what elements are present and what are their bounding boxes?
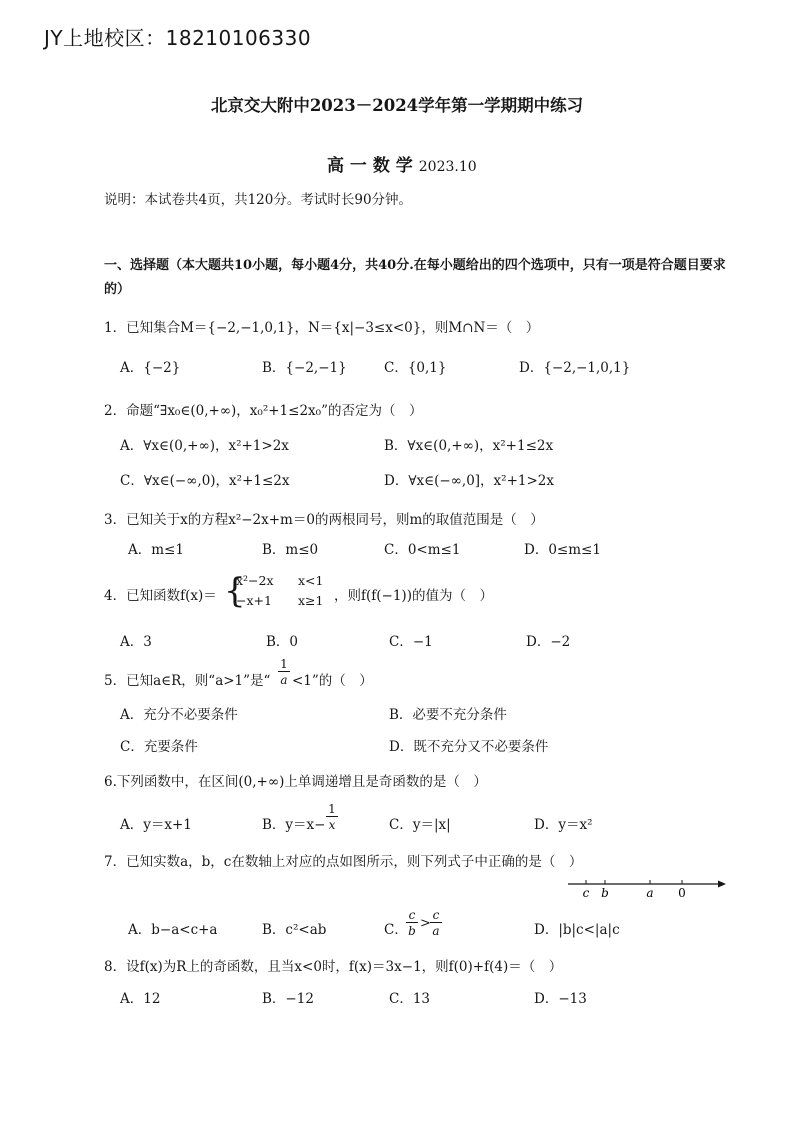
number-line-figure (568, 872, 728, 900)
number-line-arrow (718, 881, 726, 888)
question-1-stem: 1．已知集合M＝{−2,−1,0,1}，N＝{x|−3≤x<0}，则M∩N＝（ ） (104, 320, 540, 336)
question-7-option-c-left-denominator: b (408, 924, 416, 938)
question-7-stem: 7．已知实数a，b，c在数轴上对应的点如图所示，则下列式子中正确的是（ ） (104, 854, 583, 870)
piece-bottom-expression: −x+1 (236, 593, 272, 608)
question-6-option-a: A．y＝x+1 (120, 817, 192, 833)
piecewise-brace: { (224, 571, 246, 611)
question-8-option-d: D．−13 (534, 991, 587, 1007)
question-6-stem: 6.下列函数中，在区间(0,+∞)上单调递增且是奇函数的是（ ） (104, 774, 487, 790)
question-1-option-a: A．{−2} (120, 360, 181, 376)
number-line-label-zero: 0 (678, 886, 686, 900)
exam-note: 说明：本试卷共4页，共120分。考试时长90分钟。 (104, 192, 413, 208)
question-7-option-c-left-numerator: c (406, 908, 418, 923)
question-8-option-b: B．−12 (262, 991, 314, 1007)
exam-subtitle (327, 151, 477, 176)
question-2-option-c: C．∀x∈(−∞,0)，x²+1≤2x (120, 473, 290, 489)
exam-date: 2023.10 (418, 159, 477, 175)
number-line-label-a: a (646, 886, 654, 900)
question-6-option-b-fraction-numerator: 1 (326, 802, 338, 817)
question-1-option-b: B．{−2,−1} (262, 360, 347, 376)
question-4-stem-suffix: ，则f(f(−1))的值为（ ） (334, 588, 493, 604)
piece-top-condition: x<1 (298, 573, 324, 588)
question-3-option-c: C．0<m≤1 (384, 542, 461, 558)
question-5-option-c: C．充要条件 (120, 739, 198, 755)
question-8-option-a: A．12 (120, 991, 161, 1007)
question-6-option-c: C．y＝|x| (389, 817, 451, 833)
question-5-option-d: D．既不充分又不必要条件 (389, 739, 549, 755)
question-8-stem: 8．设f(x)为R上的奇函数，且当x<0时，f(x)＝3x−1，则f(0)+f(4)＝（ ） (104, 959, 563, 975)
question-7-option-d: D．|b|c<|a|c (534, 922, 620, 938)
exam-title: 北京交大附中2023－2024学年第一学期期中练习 (210, 96, 584, 115)
number-line-label-b: b (601, 886, 609, 900)
question-4-stem-prefix: 4．已知函数f(x)＝ (104, 588, 217, 604)
section-heading: 一、选择题（本大题共10小题，每小题4分，共40分.在每小题给出的四个选项中，只有一项是符合题目要求的） (104, 258, 726, 297)
question-2-option-d: D．∀x∈(−∞,0]，x²+1>2x (384, 473, 554, 489)
question-3-stem: 3．已知关于x的方程x²−2x+m＝0的两根同号，则m的取值范围是（ ） (104, 512, 544, 528)
question-5-stem-prefix: 5．已知a∈R，则“a>1”是“ (104, 673, 271, 689)
question-7-option-c-relation: > (420, 916, 431, 931)
question-5-option-a: A．充分不必要条件 (120, 707, 238, 723)
question-7-option-c-right-numerator: c (430, 908, 442, 923)
question-2-option-a: A．∀x∈(0,+∞)，x²+1>2x (120, 438, 289, 454)
number-line-label-c: c (582, 886, 590, 900)
question-3-option-b: B．m≤0 (262, 542, 319, 558)
question-6-option-d: D．y＝x² (534, 817, 593, 833)
question-7-option-b: B．c²<ab (262, 922, 327, 938)
question-4-option-c: C．−1 (389, 634, 433, 650)
question-4-option-a: A．3 (120, 634, 152, 650)
question-5-fraction-numerator: 1 (278, 657, 290, 672)
question-6-option-b: B．y＝x− (262, 817, 326, 833)
question-5-stem-suffix: <1”的（ ） (292, 673, 373, 689)
question-5-option-b: B．必要不充分条件 (389, 707, 507, 723)
question-3-option-a: A．m≤1 (128, 542, 184, 558)
question-1-option-d: D．{−2,−1,0,1} (519, 360, 631, 376)
question-6-option-b-fraction-denominator: x (328, 818, 336, 832)
question-7-option-c-right-denominator: a (432, 924, 440, 938)
question-8-option-c: C．13 (389, 991, 431, 1007)
question-4-option-b: B．0 (266, 634, 299, 650)
question-3-option-d: D．0≤m≤1 (524, 542, 601, 558)
question-5-fraction-denominator: a (280, 673, 288, 687)
question-7-option-c: C． (384, 922, 408, 938)
school-contact-header: JY上地校区：18210106330 (44, 26, 312, 50)
piece-top-expression: x²−2x (236, 573, 274, 588)
question-1-option-c: C．{0,1} (384, 360, 447, 376)
question-2-option-b: B．∀x∈(0,+∞)，x²+1≤2x (384, 438, 554, 454)
piece-bottom-condition: x≥1 (298, 593, 324, 608)
subject-name: 高 一 数 学 (327, 156, 413, 176)
question-4-option-d: D．−2 (526, 634, 571, 650)
question-7-option-a: A．b−a<c+a (128, 922, 218, 938)
question-2-stem: 2．命题“∃x₀∈(0,+∞)，x₀²+1≤2x₀”的否定为（ ） (104, 403, 423, 419)
